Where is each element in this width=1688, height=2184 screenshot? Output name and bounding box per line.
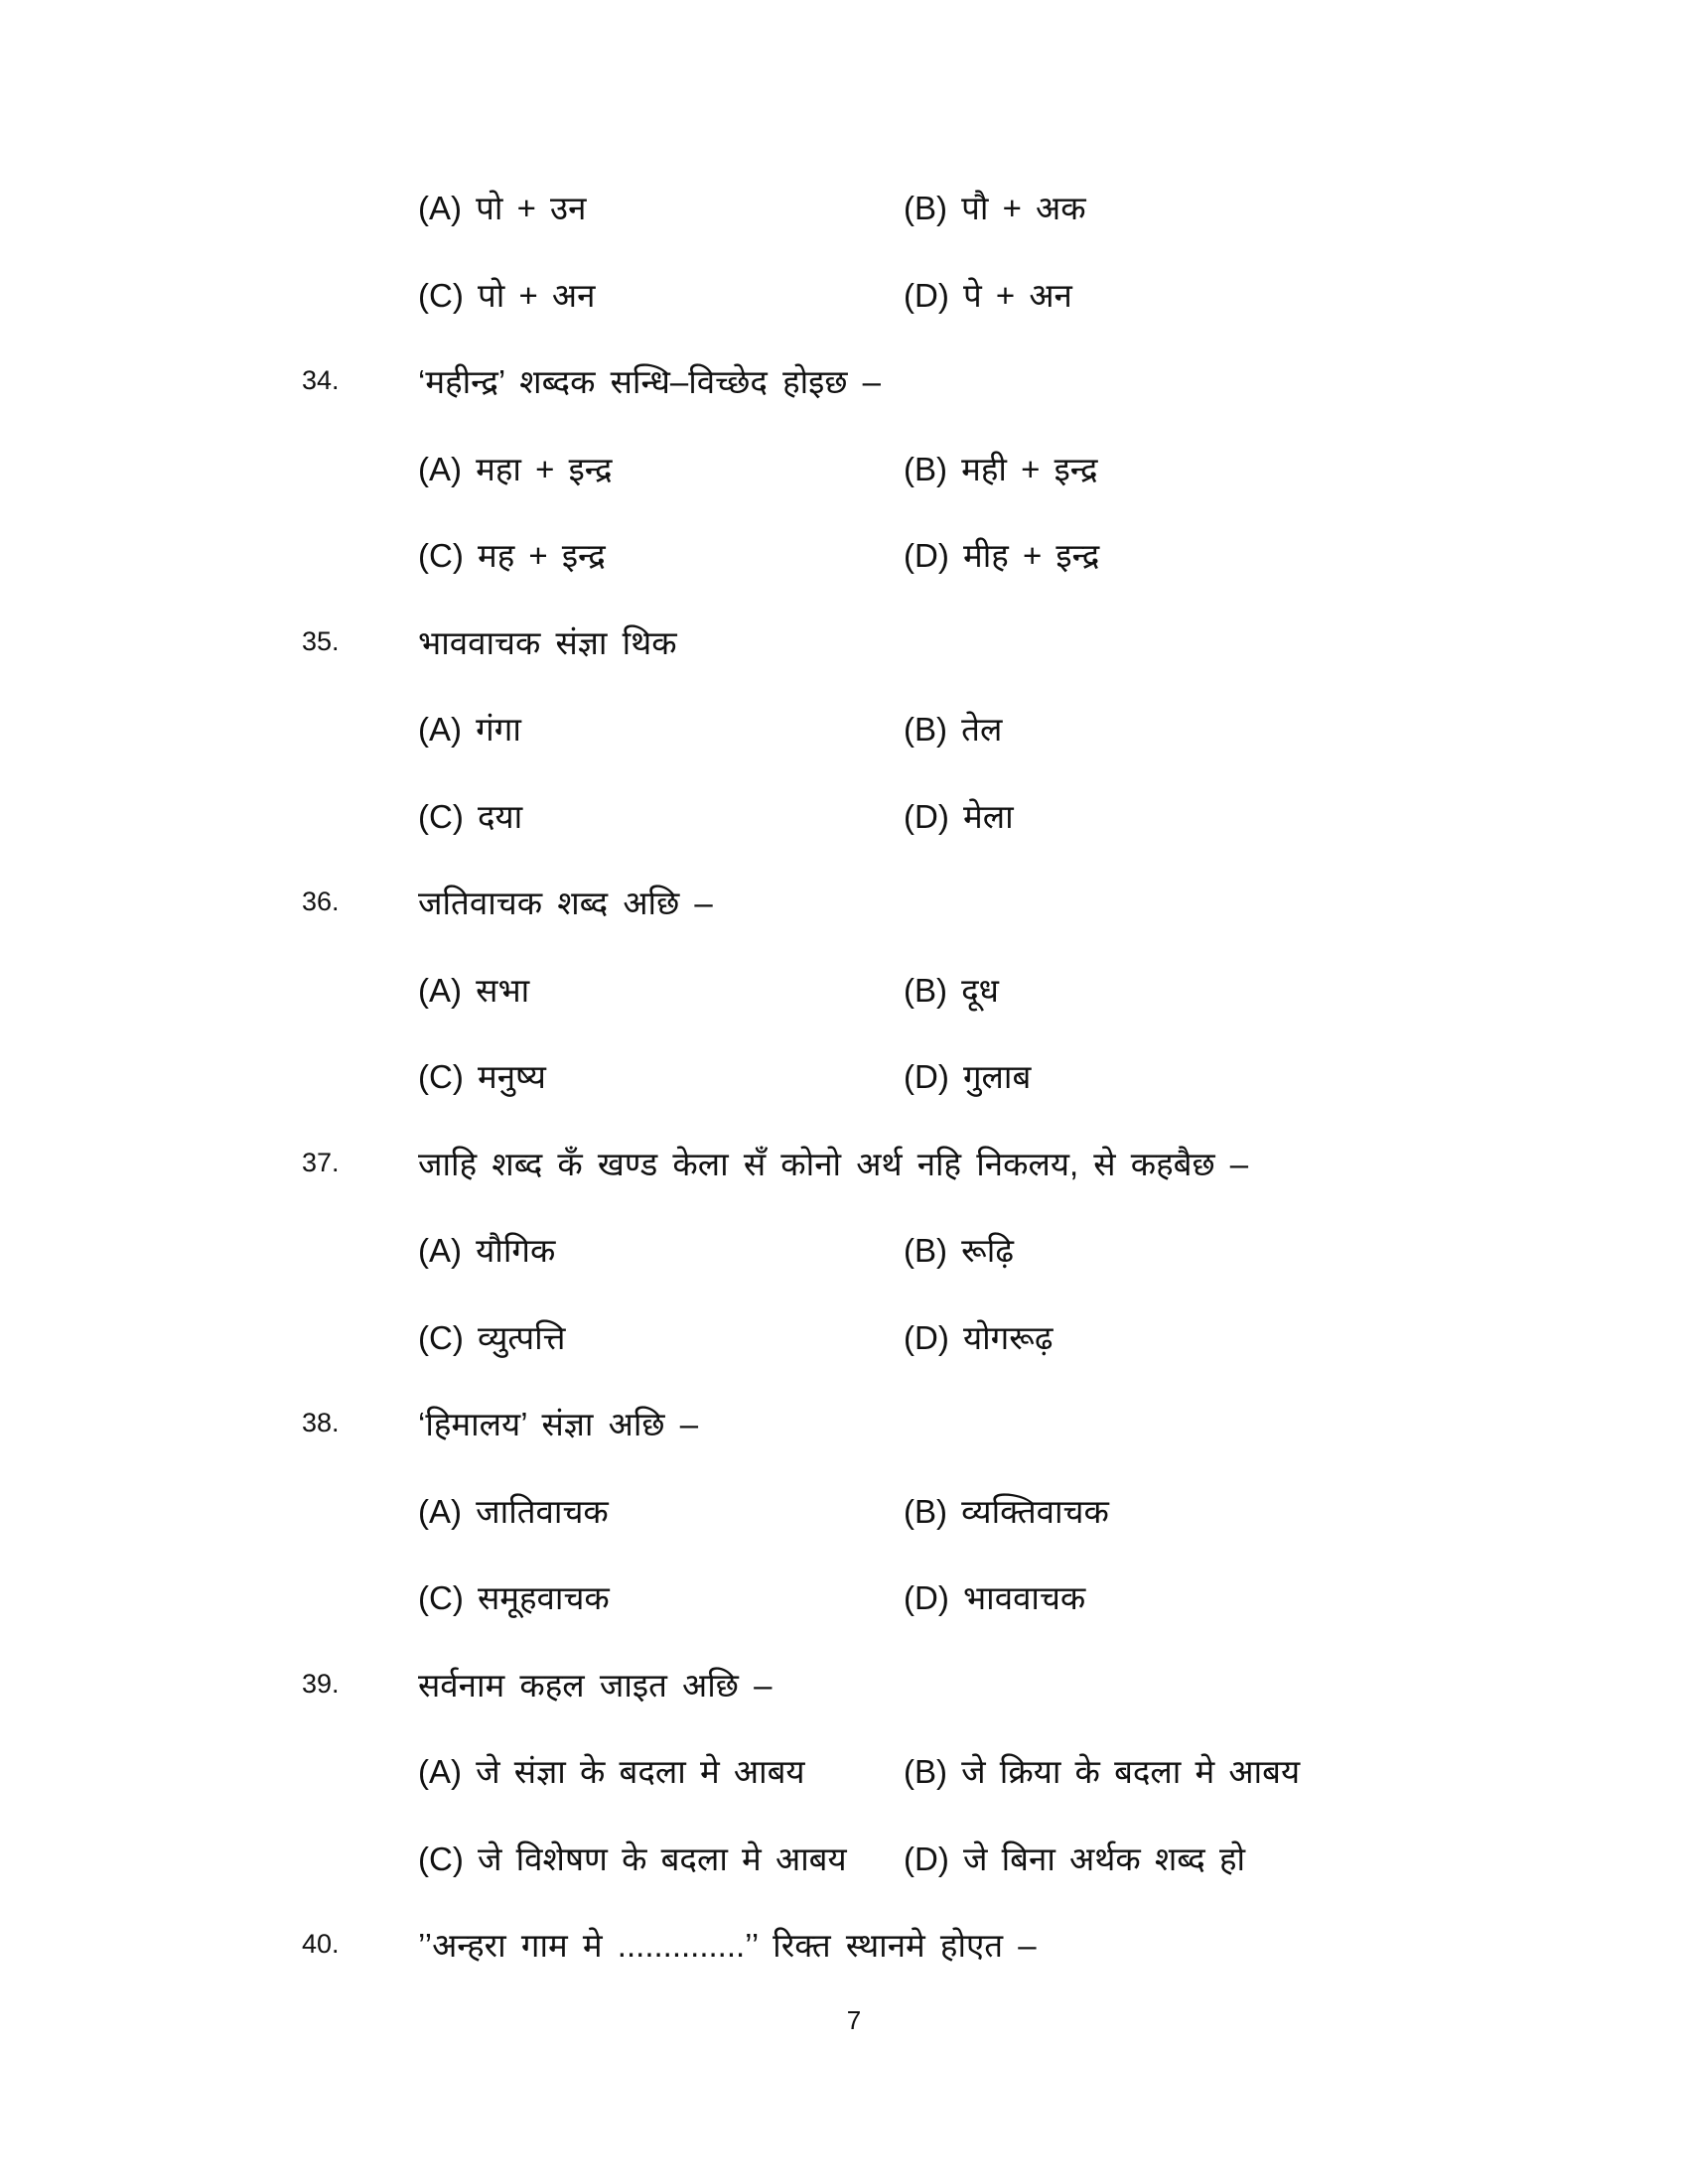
- option-left: (C) पो + अन: [418, 276, 596, 314]
- option-right: (D) मीह + इन्द्र: [904, 537, 1100, 575]
- option-right: (B) जे क्रिया के बदला मे आबय: [904, 1753, 1301, 1791]
- option-left: (C) मह + इन्द्र: [418, 537, 606, 575]
- question-text: ’’अन्हरा गाम मे ..............’’ रिक्त स्थानमे होएत –: [418, 1927, 1037, 1965]
- question: [0, 1901, 1688, 1988]
- question-number: 37.: [302, 1147, 340, 1177]
- option-left: (A) सभा: [418, 971, 530, 1009]
- options-row: [0, 1032, 1688, 1120]
- options-row: [0, 1727, 1688, 1815]
- option-right: (D) भाववाचक: [904, 1579, 1086, 1617]
- option-right: (D) पे + अन: [904, 276, 1072, 314]
- option-right: (D) योगरूढ़: [904, 1318, 1054, 1356]
- option-left: (A) यौगिक: [418, 1232, 556, 1270]
- options-row: [0, 164, 1688, 251]
- question-text: ‘महीन्द्र’ शब्दक सन्धि–विच्छेद होइछ –: [418, 363, 882, 401]
- options-row: [0, 1467, 1688, 1555]
- page-number: 7: [846, 2005, 862, 2035]
- question-number: 40.: [302, 1929, 340, 1960]
- question-number: 34.: [302, 365, 340, 396]
- option-left: (A) पो + उन: [418, 190, 587, 227]
- question-text: भाववाचक संज्ञा थिक: [418, 623, 677, 661]
- options-row: [0, 425, 1688, 512]
- option-left: (A) गंगा: [418, 711, 521, 749]
- question: [0, 1120, 1688, 1207]
- options-row: [0, 251, 1688, 339]
- options-row: [0, 511, 1688, 599]
- question-number: 35.: [302, 625, 340, 656]
- question: [0, 338, 1688, 425]
- options-row: [0, 685, 1688, 772]
- question-number: 38.: [302, 1408, 340, 1438]
- option-right: (B) रूढ़ि: [904, 1232, 1014, 1270]
- options-row: [0, 772, 1688, 860]
- option-right: (D) गुलाब: [904, 1058, 1032, 1096]
- option-left: (A) महा + इन्द्र: [418, 450, 613, 487]
- option-right: (D) जे बिना अर्थक शब्द हो: [904, 1840, 1246, 1877]
- options-row: [0, 946, 1688, 1033]
- question-text: सर्वनाम कहल जाइत अछि –: [418, 1666, 773, 1704]
- option-right: (B) तेल: [904, 711, 1003, 749]
- options-row: [0, 1294, 1688, 1381]
- question-number: 36.: [302, 887, 340, 917]
- option-left: (A) जातिवाचक: [418, 1492, 609, 1530]
- options-row: [0, 1554, 1688, 1641]
- option-left: (C) दया: [418, 797, 523, 835]
- question: [0, 1380, 1688, 1467]
- question: [0, 859, 1688, 946]
- option-left: (C) व्युत्पत्ति: [418, 1318, 566, 1356]
- options-row: [0, 1206, 1688, 1294]
- option-left: (C) समूहवाचक: [418, 1579, 610, 1617]
- option-left: (C) जे विशेषण के बदला मे आबय: [418, 1840, 847, 1877]
- question: [0, 1641, 1688, 1728]
- option-right: (B) व्यक्तिवाचक: [904, 1492, 1109, 1530]
- question: [0, 599, 1688, 686]
- options-row: [0, 1815, 1688, 1902]
- question-text: जाहि शब्द कँ खण्ड केला सँ कोनो अर्थ नहि निकलय, से कहबैछ –: [418, 1145, 1249, 1182]
- option-right: (B) पौ + अक: [904, 190, 1086, 227]
- option-left: (A) जे संज्ञा के बदला मे आबय: [418, 1753, 805, 1791]
- question-number: 39.: [302, 1668, 340, 1699]
- option-right: (D) मेला: [904, 797, 1014, 835]
- option-right: (B) मही + इन्द्र: [904, 450, 1098, 487]
- option-left: (C) मनुष्य: [418, 1058, 546, 1096]
- question-text: जतिवाचक शब्द अछि –: [418, 885, 713, 922]
- question-text: ‘हिमालय’ संज्ञा अछि –: [418, 1406, 699, 1443]
- option-right: (B) दूध: [904, 971, 999, 1009]
- question-list: [0, 164, 1688, 1988]
